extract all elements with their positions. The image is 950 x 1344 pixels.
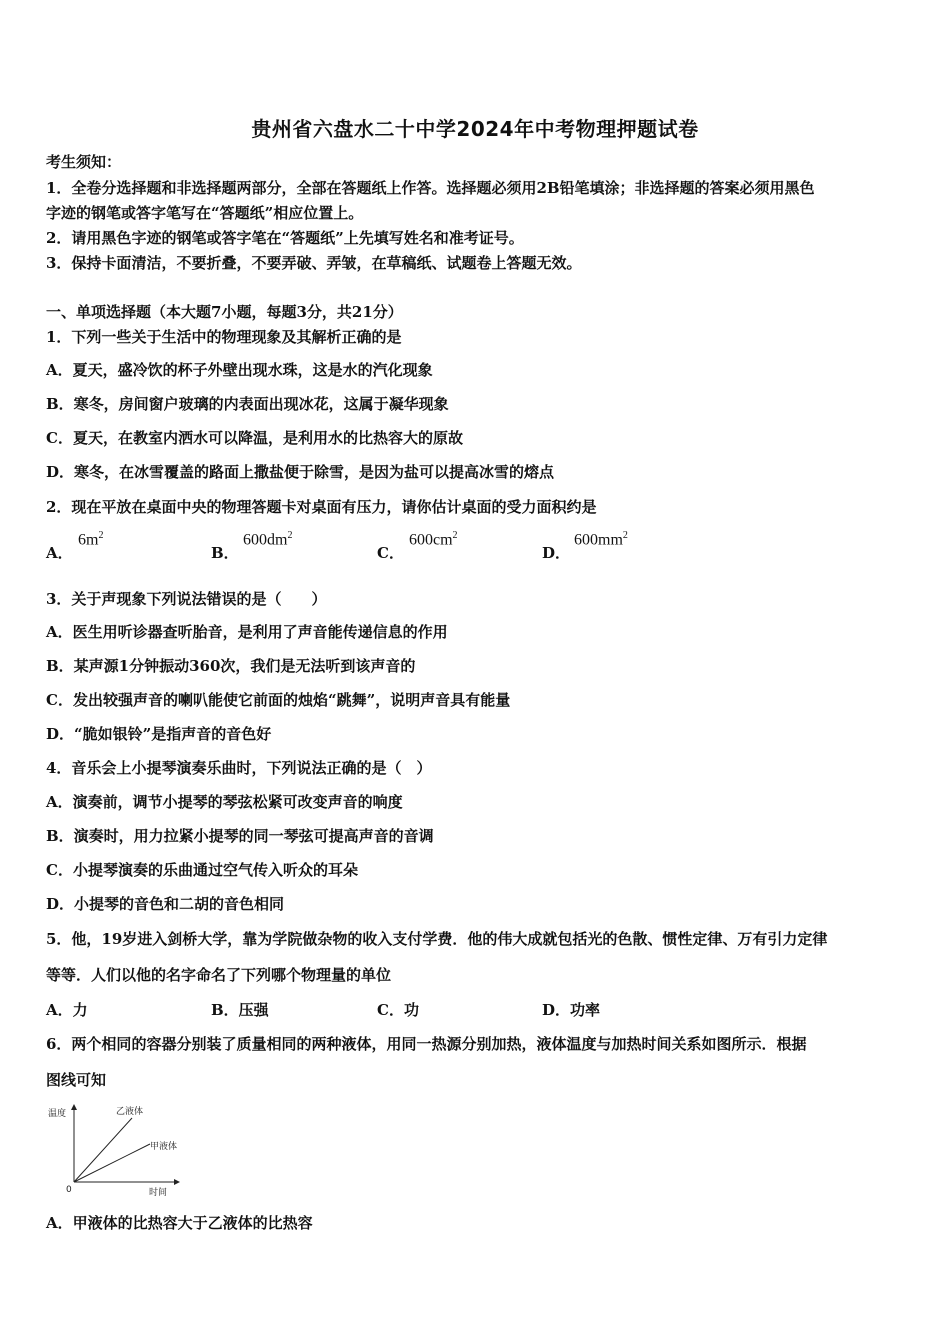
q5-option-c: C．功 <box>377 1001 419 1019</box>
q4-option-d: D．小提琴的音色和二胡的音色相同 <box>46 895 285 913</box>
q6-option-a: A．甲液体的比热容大于乙液体的比热容 <box>46 1214 313 1232</box>
x-axis-label: 时间 <box>149 1188 168 1198</box>
line-jia-liquid <box>74 1144 150 1182</box>
option-value: $6m^2$ <box>78 530 104 549</box>
q3-option-a: A．医生用听诊器查听胎音，是利用了声音能传递信息的作用 <box>46 623 448 641</box>
q3-option-c: C．发出较强声音的喇叭能使它前面的烛焰“跳舞”，说明声音具有能量 <box>46 691 511 709</box>
q5-option-b: B．压强 <box>211 1001 269 1019</box>
q4-stem: 4．音乐会上小提琴演奏乐曲时，下列说法正确的是（ ） <box>46 759 432 777</box>
notice-item-1-line-2: 字迹的钢笔或答字笔写在“答题纸”相应位置上。 <box>46 204 364 222</box>
notice-heading: 考生须知： <box>46 153 122 171</box>
q1-option-c: C．夏天，在教室内洒水可以降温，是利用水的比热容大的原故 <box>46 429 463 447</box>
q6-stem-line-1: 6．两个相同的容器分别装了质量相同的两种液体，用同一热源分别加热，液体温度与加热时间关系如图所示．根据 <box>46 1035 807 1053</box>
q4-option-b: B．演奏时，用力拉紧小提琴的同一琴弦可提高声音的音调 <box>46 827 434 845</box>
notice-item-1-line-1: 1．全卷分选择题和非选择题两部分，全部在答题纸上作答。选择题必须用2B铅笔填涂；非选择题的答案必须用黑色 <box>46 179 815 197</box>
q1-option-d: D．寒冬，在冰雪覆盖的路面上撒盐便于除雪，是因为盐可以提高冰雪的熔点 <box>46 463 555 481</box>
y-axis-label: 温度 <box>48 1109 67 1119</box>
line-yi-liquid <box>74 1118 132 1182</box>
option-value: $600mm^2$ <box>574 530 628 549</box>
q3-stem: 3．关于声现象下列说法错误的是（ ） <box>46 590 327 608</box>
option-letter: C． <box>377 544 404 562</box>
option-letter: D． <box>542 544 571 562</box>
q6-stem-line-2: 图线可知 <box>46 1071 107 1089</box>
q2-stem: 2．现在平放在桌面中央的物理答题卡对桌面有压力，请你估计桌面的受力面积约是 <box>46 498 597 516</box>
q1-option-b: B．寒冬，房间窗户玻璃的内表面出现冰花，这属于凝华现象 <box>46 395 449 413</box>
section-heading: 一、单项选择题（本大题7小题，每题3分，共21分） <box>46 303 403 321</box>
q3-option-d: D．“脆如银铃”是指声音的音色好 <box>46 725 272 743</box>
page-title: 贵州省六盘水二十中学2024年中考物理押题试卷 <box>251 117 699 141</box>
q4-option-a: A．演奏前，调节小提琴的琴弦松紧可改变声音的响度 <box>46 793 403 811</box>
q2-options <box>46 530 906 562</box>
option-letter: A． <box>46 544 73 562</box>
q1-option-a: A．夏天，盛冷饮的杯子外壁出现水珠，这是水的汽化现象 <box>46 361 433 379</box>
q5-option-a: A．力 <box>46 1001 88 1019</box>
option-value: $600cm^2$ <box>409 530 458 549</box>
q5-option-d: D．功率 <box>542 1001 601 1019</box>
line-jia-label: 甲液体 <box>150 1142 178 1152</box>
q4-option-c: C．小提琴演奏的乐曲通过空气传入听众的耳朵 <box>46 861 358 879</box>
temperature-time-graph <box>46 1100 186 1200</box>
q3-option-b: B．某声源1分钟振动360次，我们是无法听到该声音的 <box>46 657 416 675</box>
q5-stem-line-2: 等等．人们以他的名字命名了下列哪个物理量的单位 <box>46 966 392 984</box>
x-axis-arrow-icon <box>174 1179 180 1185</box>
q5-stem-line-1: 5．他，19岁进入剑桥大学，靠为学院做杂物的收入支付学费．他的伟大成就包括光的色散、惯性定律、万有引力定律 <box>46 930 828 948</box>
option-value: $600dm^2$ <box>243 530 293 549</box>
origin-label: 0 <box>66 1185 72 1195</box>
y-axis-arrow-icon <box>71 1104 77 1110</box>
line-yi-label: 乙液体 <box>116 1107 144 1117</box>
option-letter: B． <box>211 544 239 562</box>
notice-item-2: 2．请用黑色字迹的钢笔或答字笔在“答题纸”上先填写姓名和准考证号。 <box>46 229 524 247</box>
notice-item-3: 3．保持卡面清洁，不要折叠，不要弄破、弄皱，在草稿纸、试题卷上答题无效。 <box>46 254 582 272</box>
q1-stem: 1．下列一些关于生活中的物理现象及其解析正确的是 <box>46 328 402 346</box>
